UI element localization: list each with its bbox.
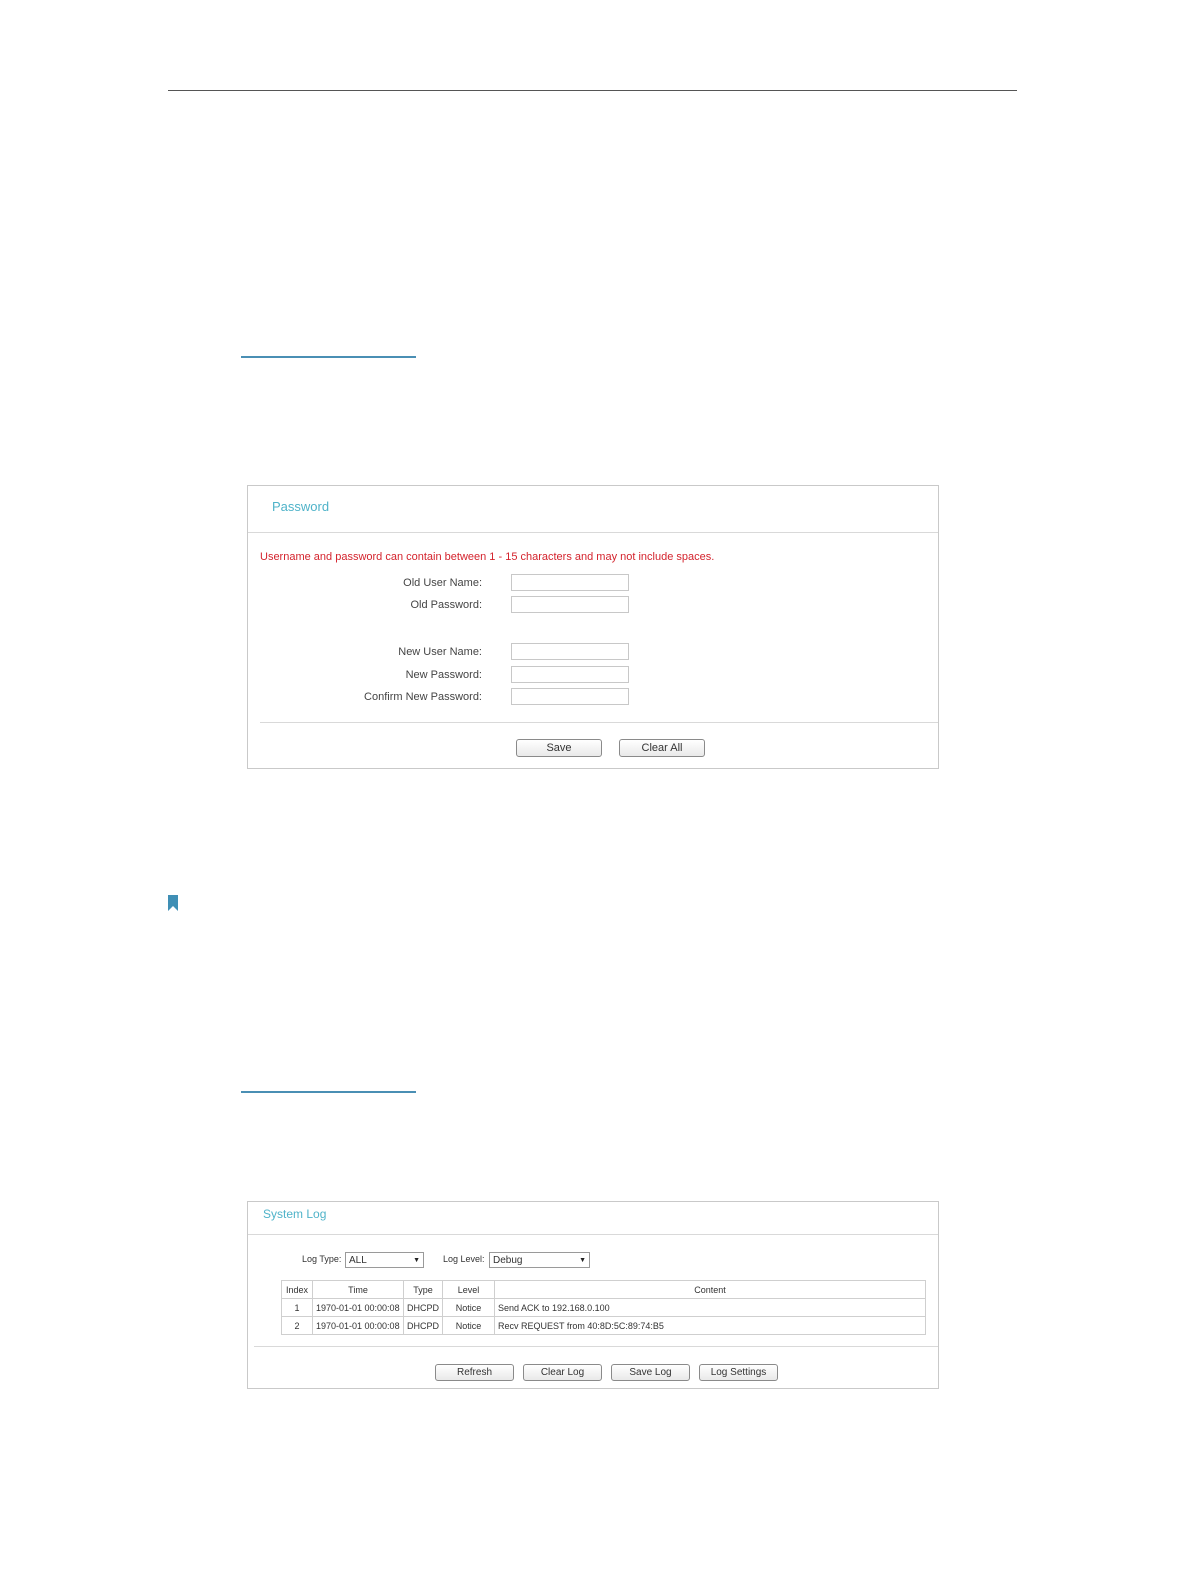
- cell-index: 1: [282, 1299, 313, 1317]
- password-panel: [247, 485, 939, 769]
- clear-all-button[interactable]: Clear All: [619, 739, 705, 757]
- cell-time: 1970-01-01 00:00:08: [313, 1317, 404, 1335]
- cell-type: DHCPD: [404, 1299, 443, 1317]
- confirm-new-password-label: Confirm New Password:: [364, 691, 482, 703]
- cell-index: 2: [282, 1317, 313, 1335]
- log-type-select[interactable]: [345, 1252, 424, 1268]
- system-log-panel: [247, 1201, 939, 1389]
- log-level-label: Log Level:: [443, 1254, 485, 1264]
- column-header-type: Type: [404, 1281, 443, 1299]
- log-type-value: ALL: [349, 1254, 367, 1266]
- old-user-name-label: Old User Name:: [403, 577, 482, 589]
- section-rule-password: [241, 356, 416, 358]
- cell-level: Notice: [443, 1317, 495, 1335]
- dropdown-arrow-icon: ▼: [579, 1256, 586, 1264]
- password-panel-title: Password: [272, 499, 330, 514]
- header-rule: [168, 90, 1017, 91]
- new-user-name-label: New User Name:: [398, 646, 482, 658]
- new-user-name-input[interactable]: [511, 643, 629, 660]
- new-password-input[interactable]: [511, 666, 629, 683]
- cell-type: DHCPD: [404, 1317, 443, 1335]
- column-header-index: Index: [282, 1281, 313, 1299]
- new-password-label: New Password:: [405, 669, 482, 681]
- dropdown-arrow-icon: ▼: [413, 1256, 420, 1264]
- panel-divider: [248, 532, 938, 533]
- system-log-table: [281, 1280, 926, 1335]
- log-settings-button[interactable]: Log Settings: [699, 1364, 778, 1381]
- table-row: [282, 1299, 926, 1317]
- log-level-select[interactable]: [489, 1252, 590, 1268]
- cell-content: Recv REQUEST from 40:8D:5C:89:74:B5: [495, 1317, 926, 1335]
- cell-time: 1970-01-01 00:00:08: [313, 1299, 404, 1317]
- old-user-name-input[interactable]: [511, 574, 629, 591]
- log-type-label: Log Type:: [302, 1254, 342, 1264]
- panel-divider: [260, 722, 938, 723]
- cell-content: Send ACK to 192.168.0.100: [495, 1299, 926, 1317]
- column-header-time: Time: [313, 1281, 404, 1299]
- save-button[interactable]: Save: [516, 739, 602, 757]
- column-header-level: Level: [443, 1281, 495, 1299]
- table-header-row: [282, 1281, 926, 1299]
- log-level-value: Debug: [493, 1254, 523, 1266]
- confirm-new-password-input[interactable]: [511, 688, 629, 705]
- column-header-content: Content: [495, 1281, 926, 1299]
- section-rule-system-log: [241, 1091, 416, 1093]
- old-password-input[interactable]: [511, 596, 629, 613]
- old-password-label: Old Password:: [410, 599, 482, 611]
- cell-level: Notice: [443, 1299, 495, 1317]
- table-row: [282, 1317, 926, 1335]
- refresh-button[interactable]: Refresh: [435, 1364, 514, 1381]
- save-log-button[interactable]: Save Log: [611, 1364, 690, 1381]
- panel-divider: [254, 1346, 938, 1347]
- system-log-panel-title: System Log: [263, 1207, 327, 1221]
- password-rule-warning: Username and password can contain between 1 - 15 characters and may not include spaces.: [260, 551, 715, 563]
- panel-divider: [248, 1234, 938, 1235]
- bookmark-icon: [168, 895, 178, 911]
- clear-log-button[interactable]: Clear Log: [523, 1364, 602, 1381]
